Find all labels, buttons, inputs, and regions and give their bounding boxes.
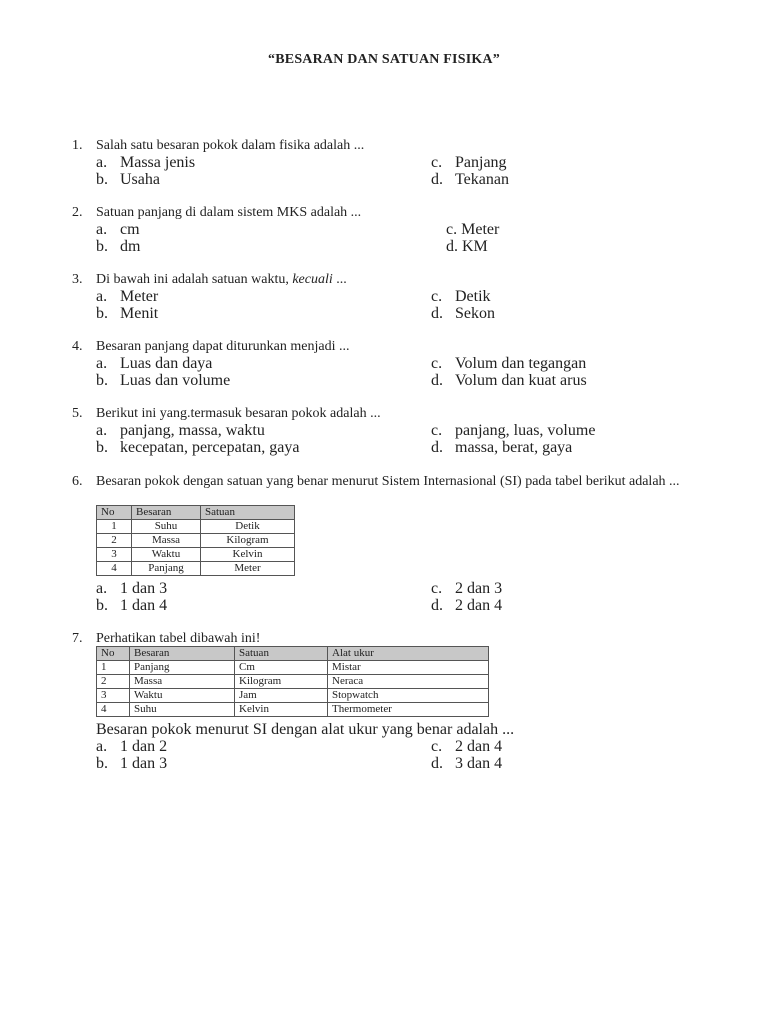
table-header: Besaran xyxy=(130,647,235,661)
question-text: Salah satu besaran pokok dalam fisika adalah ... xyxy=(96,138,365,153)
option-b: b. Luas dan volume xyxy=(96,372,231,389)
question-7 xyxy=(72,630,697,647)
table-row: 1 Panjang Cm Mistar xyxy=(97,661,489,675)
option-a: a. Meter xyxy=(96,288,159,305)
table-row: 1 Suhu Detik xyxy=(97,520,295,534)
question-number: 5. xyxy=(72,406,83,421)
table-header: Alat ukur xyxy=(328,647,489,661)
question-6 xyxy=(72,473,697,490)
option-c: c. Volum dan tegangan xyxy=(431,355,587,372)
table-header-row xyxy=(97,647,489,661)
question-text: Besaran panjang dapat diturunkan menjadi ... xyxy=(96,339,350,354)
table-row: 3 Waktu Kelvin xyxy=(97,548,295,562)
data-table xyxy=(96,646,489,717)
question-7-prompt: Besaran pokok menurut SI dengan alat ukur yang benar adalah ... xyxy=(96,721,515,738)
question-1 xyxy=(72,137,697,154)
option-b: b. dm xyxy=(96,238,141,255)
table-header: No xyxy=(97,506,132,520)
option-c: c. Panjang xyxy=(431,154,507,171)
table-row: 4 Panjang Meter xyxy=(97,562,295,576)
question-number: 6. xyxy=(72,474,83,489)
table-header: Satuan xyxy=(201,506,295,520)
question-number: 1. xyxy=(72,138,83,153)
option-a: a. panjang, massa, waktu xyxy=(96,422,265,439)
data-table xyxy=(96,505,295,576)
page-title: “BESARAN DAN SATUAN FISIKA” xyxy=(268,52,500,67)
question-4 xyxy=(72,338,697,355)
option-a: a. cm xyxy=(96,221,140,238)
option-a: a. Massa jenis xyxy=(96,154,196,171)
option-d: d. Sekon xyxy=(431,305,495,322)
question-text: Di bawah ini adalah satuan waktu, kecuali ... xyxy=(96,272,347,287)
option-d: d. massa, berat, gaya xyxy=(431,439,573,456)
option-b: b. kecepatan, percepatan, gaya xyxy=(96,439,300,456)
option-c: c. Detik xyxy=(431,288,491,305)
question-text: Satuan panjang di dalam sistem MKS adalah ... xyxy=(96,205,362,220)
question-number: 4. xyxy=(72,339,83,354)
option-d: d. Tekanan xyxy=(431,171,509,188)
option-c: c. panjang, luas, volume xyxy=(431,422,596,439)
table-row: 2 Massa Kilogram Neraca xyxy=(97,675,489,689)
table-row: 2 Massa Kilogram xyxy=(97,534,295,548)
question-text: Perhatikan tabel dibawah ini! xyxy=(96,631,261,646)
question-text: Berikut ini yang.termasuk besaran pokok adalah ... xyxy=(96,406,381,421)
option-b: b. 1 dan 4 xyxy=(96,597,168,614)
option-c: c. Meter xyxy=(446,221,500,238)
option-c: c. 2 dan 4 xyxy=(431,738,503,755)
option-b: b. 1 dan 3 xyxy=(96,755,168,772)
option-d: d. Volum dan kuat arus xyxy=(431,372,587,389)
option-a: a. 1 dan 3 xyxy=(96,580,168,597)
option-a: a. Luas dan daya xyxy=(96,355,213,372)
table-header: No xyxy=(97,647,130,661)
option-d: d. KM xyxy=(446,238,488,255)
question-text: Besaran pokok dengan satuan yang benar menurut Sistem Internasional (SI) pada tabel berikut adalah ... xyxy=(96,474,680,489)
table-header-row xyxy=(97,506,295,520)
option-d: d. 3 dan 4 xyxy=(431,755,503,772)
table-header: Besaran xyxy=(132,506,201,520)
question-3 xyxy=(72,271,697,288)
question-5 xyxy=(72,405,697,422)
table-header: Satuan xyxy=(235,647,328,661)
question-number: 2. xyxy=(72,205,83,220)
option-b: b. Usaha xyxy=(96,171,160,188)
option-c: c. 2 dan 3 xyxy=(431,580,503,597)
question-number: 3. xyxy=(72,272,83,287)
option-b: b. Menit xyxy=(96,305,159,322)
table-row: 4 Suhu Kelvin Thermometer xyxy=(97,703,489,717)
question-number: 7. xyxy=(72,631,83,646)
table-row: 3 Waktu Jam Stopwatch xyxy=(97,689,489,703)
question-2 xyxy=(72,204,697,221)
option-a: a. 1 dan 2 xyxy=(96,738,168,755)
option-d: d. 2 dan 4 xyxy=(431,597,503,614)
